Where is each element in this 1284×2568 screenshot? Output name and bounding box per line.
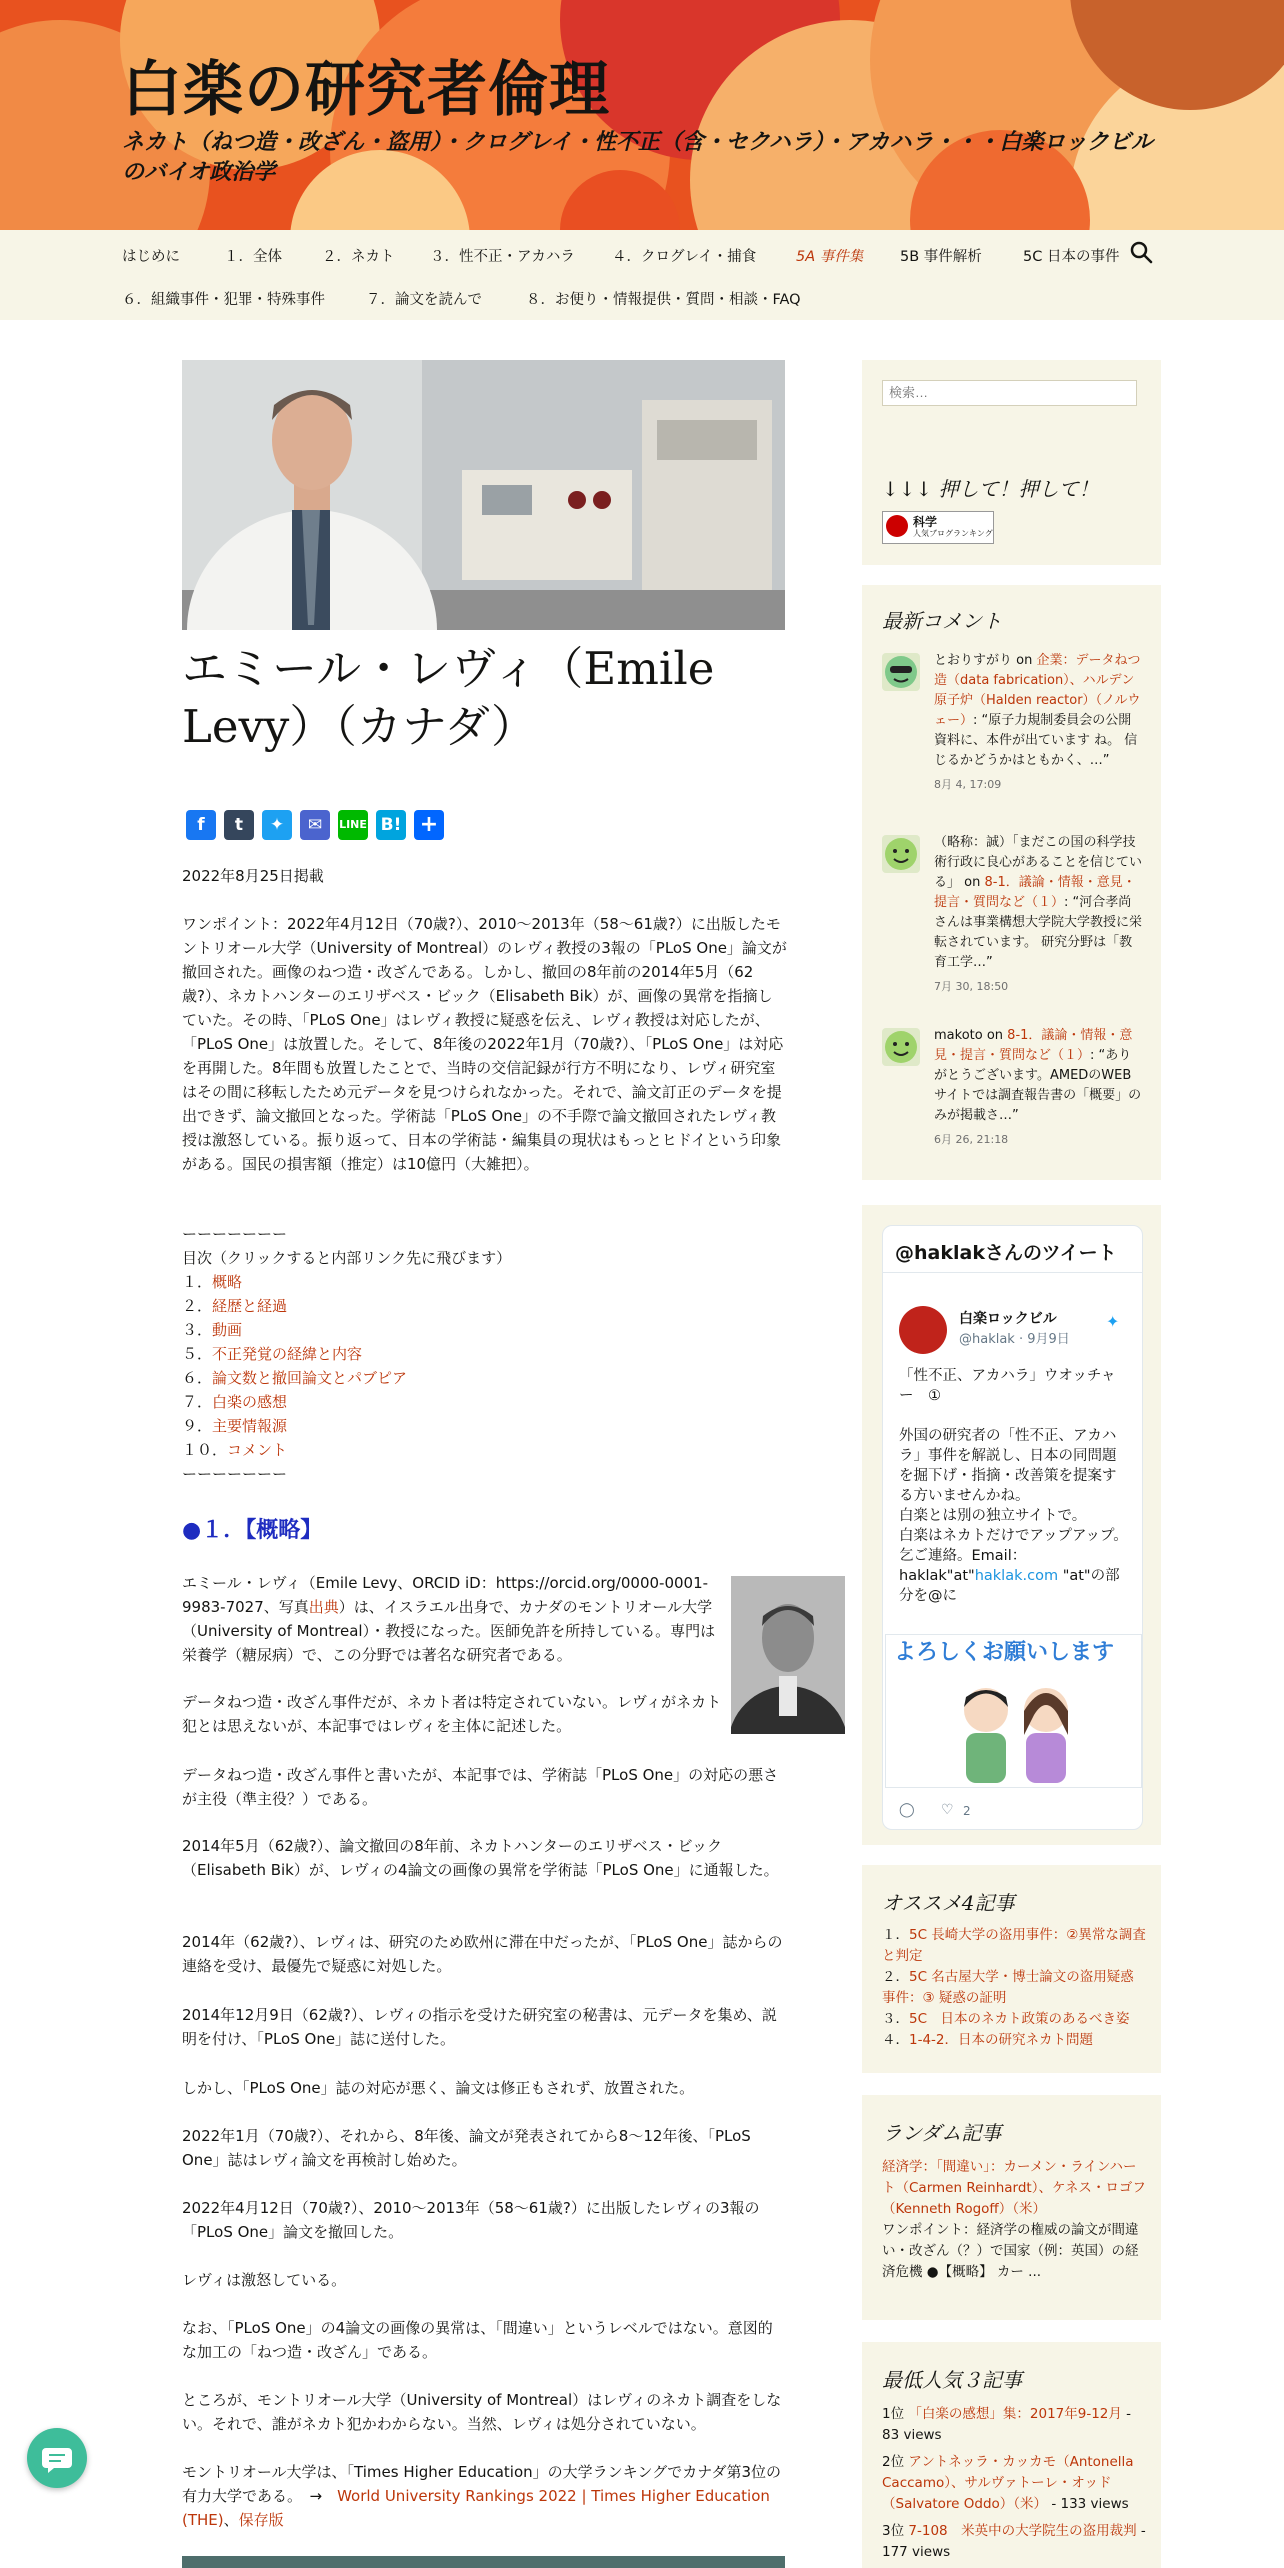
- body-paragraph: ところが、モントリオール大学（University of Montreal）はレヴィのネカト調査をしない。それで、誰がネカト犯かわからない。当然、レヴィは処分されていない。: [182, 2391, 782, 2433]
- list-item: 1位 「白楽の感想」集：2017年9-12月 - 83 views: [882, 2406, 1132, 2443]
- avatar: [882, 1028, 920, 1066]
- least-popular-list: [882, 2404, 1150, 2563]
- source-link[interactable]: 出典: [308, 1598, 339, 1616]
- toc-link[interactable]: 不正発覚の経緯と内容: [212, 1345, 363, 1363]
- share-buttons: [186, 810, 452, 842]
- toc-link[interactable]: コメント: [227, 1441, 288, 1459]
- article-image-bottom: [182, 2556, 785, 2568]
- ranking-badge-icon: [886, 515, 908, 537]
- sidebar-search-input[interactable]: [882, 380, 1137, 406]
- main-navigation: [0, 230, 1284, 320]
- list-item: ３．5C 日本のネカト政策のあるべき姿: [882, 2011, 1130, 2027]
- random-title: ランダム記事: [882, 2121, 1002, 2145]
- nav-item-zentai[interactable]: １．全体: [224, 249, 282, 265]
- nav-item-otayori[interactable]: ８．お便り・情報提供・質問・相談・FAQ: [526, 292, 801, 308]
- recommend-widget: [862, 1865, 1161, 2073]
- avatar[interactable]: [899, 1306, 947, 1354]
- hatena-icon[interactable]: B!: [376, 810, 406, 840]
- toc-item: ３．動画: [182, 1321, 243, 1339]
- section-heading-summary: ●１．【概略】: [182, 1518, 323, 1543]
- nav-item-soshiki[interactable]: ６．組織事件・犯罪・特殊事件: [122, 292, 325, 308]
- post-date: 2022年8月25日掲載: [182, 867, 324, 885]
- avatar: [882, 835, 920, 873]
- site-description: ネカト（ねつ造・改ざん・盗用）・クログレイ・性不正（含・セクハラ）・アカハラ・・・白楽ロックビルのバイオ政治学: [122, 130, 1153, 185]
- recommend-list: [882, 1925, 1147, 2051]
- body-paragraph: 2022年4月12日（70歳?）、2010～2013年（58～61歳?）に出版したレヴィの3報の「PLoS One」論文を撤回した。: [182, 2199, 760, 2241]
- toc-rule-top: ーーーーーーー: [182, 1225, 288, 1243]
- comment-post-link[interactable]: 8-1．議論・情報・意見・提言・質問など（１）: [934, 1028, 1133, 1063]
- recommend-link[interactable]: 1-4-2．日本の研究ネカト問題: [909, 2032, 1094, 2048]
- nav-item-seifusei[interactable]: ３．性不正・アカハラ: [430, 249, 575, 265]
- recommend-link[interactable]: 5C 長崎大学の盗用事件：②異常な調査と判定: [882, 1927, 1146, 1964]
- toc-item: ６．論文数と撤回論文とパブピア: [182, 1369, 408, 1387]
- list-item: ２．5C 名古屋大学・博士論文の盗用疑惑事件：③ 疑惑の証明: [882, 1969, 1134, 2006]
- least-popular-title: 最低人気３記事: [882, 2368, 1022, 2392]
- twitter-icon[interactable]: ✦: [262, 810, 292, 840]
- onepoint-summary: ワンポイント：2022年4月12日（70歳?）、2010～2013年（58～61歳?）に出版したモントリオール大学（University of Montreal）のレヴィ教授の3報の「PLoS One」論文が撤回された。画像のねつ造・改ざんである。しかし、撤回の8年前の2014年5月（62歳?）、ネカトハンターのエリザベス・ビック（Elisabeth Bik）が、画像の異常を指摘していた。その時、「PLoS One」はレヴィ教授に疑惑を伝え、レヴィ教授は対応したが、「PLoS One」は放置した。そして、8年後の2022年1月（70歳?）、「PLoS One」は対応を再開した。8年間も放置したことで、当時の交信記録が行方不明になり、レヴィ研究室はその間に移転したため元データを見つけられなかった。それで、論文訂正のデータを提出できず、論文撤回となった。学術誌「PLoS One」の不手際で論文撤回されたレヴィ教授は激怒している。振り返って、日本の学術誌・編集員の現状はもっとヒドイという印象がある。国民の損害額（推定）は10億円（大雑把）。: [182, 915, 787, 1173]
- body-paragraph: 2014年（62歳?）、レヴィは、研究のため欧州に滞在中だったが、「PLoS One」誌からの連絡を受け、最優先で疑惑に対処した。: [182, 1933, 783, 1975]
- least-popular-widget: [862, 2342, 1161, 2568]
- timeline-header: [883, 1226, 1142, 1273]
- chat-bubble-icon[interactable]: [27, 2428, 87, 2488]
- timeline-title: @haklakさんのツイート: [895, 1242, 1117, 1264]
- recent-comments-title: 最新コメント: [882, 609, 1002, 633]
- tweet-email-link[interactable]: haklak.com: [974, 1568, 1059, 1584]
- toc-item: １．概略: [182, 1273, 243, 1291]
- toc-link[interactable]: 白楽の感想: [212, 1393, 288, 1411]
- random-post-link[interactable]: 経済学：「間違い」：カーメン・ラインハート（Carmen Reinhardt）、ケネス・ロゴフ（Kenneth Rogoff）（米）: [882, 2159, 1146, 2217]
- list-item: 2位 アントネッラ・カッカモ（Antonella Caccamo）、サルヴァトーレ・オッド（Salvatore Oddo）（米） - 133 views: [882, 2454, 1134, 2512]
- tumblr-icon[interactable]: t: [224, 810, 254, 840]
- recommend-link[interactable]: 5C 日本のネカト政策のあるべき姿: [909, 2011, 1130, 2027]
- reply-icon[interactable]: ◯: [899, 1802, 915, 1818]
- nav-item-5b[interactable]: 5B 事件解析: [900, 249, 982, 265]
- toc-link[interactable]: 主要情報源: [212, 1417, 288, 1435]
- toc-item: ９．主要情報源: [182, 1417, 288, 1435]
- ranking-badge[interactable]: 科学 人気ブログランキング: [882, 511, 994, 544]
- toc-rule-bottom: ーーーーーーー: [182, 1465, 288, 1483]
- comment-post-link[interactable]: 8-1．議論・情報・意見・提言・質問など（１）: [934, 875, 1136, 910]
- toc-link[interactable]: 論文数と撤回論文とパブピア: [212, 1369, 408, 1387]
- site-title[interactable]: 白楽の研究者倫理: [122, 55, 610, 125]
- least-popular-link[interactable]: 「白楽の感想」集：2017年9-12月: [908, 2406, 1122, 2422]
- tweet-author[interactable]: 白楽ロックビル: [959, 1311, 1057, 1327]
- twitter-bird-icon: ✦: [1106, 1312, 1120, 1331]
- like-count: 2: [963, 1804, 971, 1818]
- like-icon[interactable]: ♡: [941, 1802, 954, 1818]
- toc-item: ２．経歴と経過: [182, 1297, 288, 1315]
- body-paragraph: データねつ造・改ざん事件と書いたが、本記事では、学術誌「PLoS One」の対応の悪さが主役（準主役？）である。: [182, 1766, 779, 1808]
- random-post-widget: [862, 2095, 1161, 2320]
- body-paragraph: しかし、「PLoS One」誌の対応が悪く、論文は修正もされず、放置された。: [182, 2079, 695, 2097]
- least-popular-link[interactable]: アントネッラ・カッカモ（Antonella Caccamo）、サルヴァトーレ・オッド（Salvatore Oddo）（米）: [882, 2454, 1134, 2512]
- tweet-image[interactable]: [885, 1634, 1142, 1788]
- comment-post-link[interactable]: 企業：データねつ造（data fabrication）、ハルデン原子炉（Halden reactor）（ノルウェー）: [934, 653, 1141, 728]
- twitter-timeline[interactable]: [882, 1225, 1143, 1830]
- intro-paragraph: エミール・レヴィ（Emile Levy、ORCID iD：https://orcid.org/0000-0001-9983-7027、写真出典）は、イスラエル出身で、カナダのモントリオール大学（University of Montreal）・教授になった。医師免許を所持している。専門は栄養学（糖尿病）で、この分野では著名な研究者である。: [182, 1574, 716, 1664]
- push-widget-title: ↓↓↓ 押して！押して！: [882, 477, 1099, 501]
- body-paragraph: なお、「PLoS One」の4論文の画像の異常は、「間違い」というレベルではない。意図的な加工の「ねつ造・改ざん」である。: [182, 2319, 773, 2361]
- toc-link[interactable]: 動画: [212, 1321, 243, 1339]
- nav-item-5a[interactable]: 5A 事件集: [796, 249, 864, 265]
- toc-link[interactable]: 経歴と経過: [212, 1297, 288, 1315]
- nav-item-ronbun[interactable]: ７．論文を読んで: [366, 292, 482, 308]
- archive-link[interactable]: 保存版: [238, 2511, 284, 2529]
- featured-image: [182, 360, 785, 630]
- toc-heading: 目次（クリックすると内部リンク先に飛びます）: [182, 1249, 512, 1267]
- toc-link[interactable]: 概略: [212, 1273, 243, 1291]
- share-plus-icon[interactable]: +: [414, 810, 444, 840]
- line-icon[interactable]: LINE: [338, 810, 368, 840]
- avatar: [882, 653, 920, 691]
- recent-comments-widget: 最新コメント とおりすがり on 企業：データねつ造（data fabrication）、ハルデン原子炉（Halden reactor）（ノルウェー）: “原子力規制委員会の公開資料に、本件が出ています ね。 信じるかどうかはともかく、…” 8月 4, 17:09 （略称：誠）「まだこの国の科学技術行政に良心があることを信じている」 on 8-1．議論・情報・意見・提言・質問など（１）: “河合孝尚さんは事業構想大学院大学教授に栄転されています。 研究分野は「教育工学…” 7月 30, 18:50 makoto on 8-1．議論・情報・意見・提言・質問など（１）: “ありがとうございます。AMEDのWEBサイトでは調査報告書の「概要」のみが掲載さ…” 6月 26, 21:18: [862, 585, 1161, 1180]
- comment-date: 8月 4, 17:09: [934, 778, 1002, 791]
- nav-item-nekato[interactable]: ２．ネカト: [322, 249, 395, 265]
- article-title: エミール・レヴィ（Emile Levy）（カナダ）: [182, 642, 715, 753]
- toc-item: ７．白楽の感想: [182, 1393, 288, 1411]
- body-paragraph: データねつ造・改ざん事件だが、ネカト者は特定されていない。レヴィがネカト犯とは思えないが、本記事ではレヴィを主体に記述した。: [182, 1693, 722, 1735]
- tweet-handle[interactable]: @haklak · 9月9日: [959, 1332, 1070, 1347]
- list-item: １．5C 長崎大学の盗用事件：②異常な調査と判定: [882, 1927, 1146, 1964]
- twitter-widget: [862, 1205, 1161, 1845]
- facebook-icon[interactable]: f: [186, 810, 216, 840]
- body-paragraph: 2014年5月（62歳?）、論文撤回の8年前、ネカトハンターのエリザベス・ビック（Elisabeth Bik）が、レヴィの4論文の画像の異常を学術誌「PLoS One」に通報した。: [182, 1837, 779, 1879]
- toc-item: ５．不正発覚の経緯と内容: [182, 1345, 363, 1363]
- random-post-excerpt: ワンポイント：経済学の権威の論文が間違い・改ざん（？）で国家（例：英国）の経済危機 ●【概略】 カー ...: [882, 2222, 1139, 2280]
- recommend-title: オススメ4記事: [882, 1891, 1015, 1915]
- nav-item-5c[interactable]: 5C 日本の事件: [1023, 249, 1120, 265]
- table-of-contents: [182, 1222, 787, 1486]
- nav-item-kurogurei[interactable]: ４．クログレイ・捕食: [612, 249, 757, 265]
- email-icon[interactable]: ✉: [300, 810, 330, 840]
- recommend-link[interactable]: 5C 名古屋大学・博士論文の盗用疑惑事件：③ 疑惑の証明: [882, 1969, 1134, 2006]
- toc-item: １０．コメント: [182, 1441, 288, 1459]
- tweet-image-caption: よろしくお願いします: [894, 1640, 1115, 1665]
- nav-item-hajimeni[interactable]: はじめに: [122, 249, 180, 265]
- comment-date: 7月 30, 18:50: [934, 980, 1009, 993]
- tweet-text: 「性不正、アカハラ」ウオッチャー ① 外国の研究者の「性不正、アカハラ」事件を解説し、日本の同問題を掘下げ・指摘・改善策を提案する方いませんかね。 白楽とは別の独立サイトで。 白楽はネカトだけでアップアップ。 乞ご連絡。Email：haklak"at"haklak.com "at"の部分を@に: [899, 1368, 1128, 1604]
- list-item: 3位 7-108 米英中の大学院生の盗用裁判 - 177 views: [882, 2523, 1146, 2560]
- list-item: ４．1-4-2．日本の研究ネカト問題: [882, 2032, 1094, 2048]
- least-popular-link[interactable]: 7-108 米英中の大学院生の盗用裁判: [908, 2523, 1137, 2539]
- push-widget: [862, 455, 1161, 565]
- search-icon[interactable]: [1128, 239, 1154, 265]
- search-widget: [862, 360, 1161, 456]
- ranking-paragraph: モントリオール大学は、「Times Higher Education」の大学ランキングでカナダ第3位の有力大学である。 → World University Rankings 2022 | Times Higher Education (THE)、保存版: [182, 2463, 782, 2529]
- random-post: [882, 2157, 1147, 2283]
- body-paragraph: 2022年1月（70歳?）、それから、8年後、論文が発表されてから8〜12年後、「PLoS One」誌はレヴィ論文を再検討し始めた。: [182, 2127, 751, 2169]
- body-paragraph: 2014年12月9日（62歳?）、レヴィの指示を受けた研究室の秘書は、元データを集め、説明を付け、「PLoS One」誌に送付した。: [182, 2006, 777, 2048]
- the-ranking-link[interactable]: World University Rankings 2022 | Times Higher Education (THE): [182, 2487, 770, 2529]
- comment-date: 6月 26, 21:18: [934, 1133, 1009, 1146]
- body-paragraph: レヴィは激怒している。: [182, 2271, 347, 2289]
- site-header: [0, 0, 1284, 230]
- portrait-photo: [731, 1576, 845, 1734]
